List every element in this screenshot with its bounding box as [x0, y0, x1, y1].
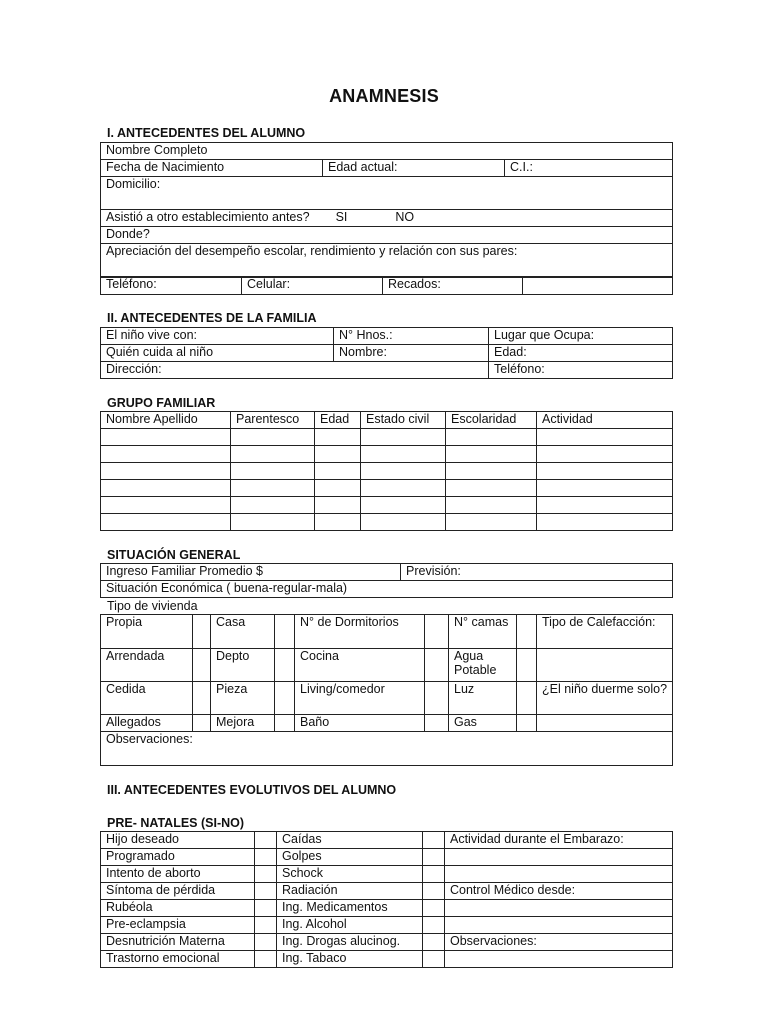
falls: Caídas — [277, 832, 423, 849]
family-table — [100, 327, 673, 379]
check-cell[interactable] — [255, 951, 277, 968]
check-cell[interactable] — [255, 934, 277, 951]
full-name-field[interactable]: Nombre Completo — [101, 143, 673, 160]
shock: Schock — [277, 866, 423, 883]
check-cell[interactable] — [423, 883, 445, 900]
empty-cell[interactable] — [537, 497, 673, 514]
empty-cell[interactable] — [361, 497, 446, 514]
empty-cell[interactable] — [361, 446, 446, 463]
empty-cell[interactable] — [361, 429, 446, 446]
blows: Golpes — [277, 849, 423, 866]
bathroom-label: Baño — [295, 715, 425, 732]
heating-value-cell[interactable] — [537, 649, 673, 682]
table-row — [101, 463, 673, 480]
check-cell[interactable] — [275, 682, 295, 715]
check-cell[interactable] — [517, 649, 537, 682]
empty-cell[interactable] — [315, 463, 361, 480]
check-cell[interactable] — [423, 900, 445, 917]
table-row — [101, 480, 673, 497]
header-schooling: Escolaridad — [446, 412, 537, 429]
check-cell[interactable] — [275, 615, 295, 649]
housing-room: Pieza — [211, 682, 275, 715]
living-room-label: Living/comedor — [295, 682, 425, 715]
empty-cell[interactable] — [446, 463, 537, 480]
empty-cell[interactable] — [101, 429, 231, 446]
housing-lodgers: Allegados — [101, 715, 193, 732]
housing-type-label: Tipo de vivienda — [107, 599, 198, 613]
check-cell[interactable] — [193, 649, 211, 682]
housing-house: Casa — [211, 615, 275, 649]
check-cell[interactable] — [425, 682, 449, 715]
check-cell[interactable] — [423, 866, 445, 883]
check-cell[interactable] — [425, 715, 449, 732]
mobile-field[interactable]: Celular: — [242, 277, 383, 295]
pregnancy-activity-value[interactable] — [445, 866, 673, 883]
contact-extra-cell[interactable] — [523, 277, 673, 295]
prenatal-observations-field[interactable]: Observaciones: — [445, 934, 673, 951]
ci-field[interactable]: C.I.: — [505, 160, 673, 177]
empty-cell[interactable] — [537, 446, 673, 463]
housing-lent: Cedida — [101, 682, 193, 715]
caregiver-name-field[interactable]: Nombre: — [334, 345, 489, 362]
wanted-child: Hijo deseado — [101, 832, 255, 849]
header-name: Nombre Apellido — [101, 412, 231, 429]
gas-label: Gas — [449, 715, 517, 732]
table-row — [101, 446, 673, 463]
empty-cell[interactable] — [537, 480, 673, 497]
empty-cell[interactable] — [231, 514, 315, 531]
electricity-label: Luz — [449, 682, 517, 715]
empty-cell[interactable] — [446, 429, 537, 446]
page-title: ANAMNESIS — [329, 86, 439, 106]
family-address-field[interactable]: Dirección: — [101, 362, 489, 379]
check-cell[interactable] — [193, 615, 211, 649]
housing-improvement: Mejora — [211, 715, 275, 732]
loss-symptom: Síntoma de pérdida — [101, 883, 255, 900]
empty-cell[interactable] — [537, 463, 673, 480]
medical-control-field[interactable]: Control Médico desde: — [445, 883, 673, 900]
student-table — [100, 142, 673, 278]
pregnancy-activity-field[interactable]: Actividad durante el Embarazo: — [445, 832, 673, 849]
caregiver-field[interactable]: Quién cuida al niño — [101, 345, 334, 362]
section-3-heading: III. ANTECEDENTES EVOLUTIVOS DEL ALUMNO — [107, 783, 397, 797]
check-cell[interactable] — [423, 951, 445, 968]
check-cell[interactable] — [275, 649, 295, 682]
health-insurance-field[interactable]: Previsión: — [401, 564, 673, 581]
header-activity: Actividad — [537, 412, 673, 429]
medical-control-value[interactable] — [445, 900, 673, 917]
phone-field[interactable]: Teléfono: — [101, 277, 242, 295]
empty-cell[interactable] — [101, 463, 231, 480]
section-2-heading: II. ANTECEDENTES DE LA FAMILIA — [107, 311, 317, 325]
prenatal-observations-value[interactable] — [445, 951, 673, 968]
family-group-table — [100, 411, 673, 531]
income-field[interactable]: Ingreso Familiar Promedio $ — [101, 564, 401, 581]
check-cell[interactable] — [517, 715, 537, 732]
empty-cell[interactable] — [231, 446, 315, 463]
previous-school-label: Asistió a otro establecimiento antes? — [106, 210, 310, 224]
check-cell[interactable] — [193, 682, 211, 715]
heating-type-field[interactable]: Tipo de Calefacción: — [537, 615, 673, 649]
emotional-disorder: Trastorno emocional — [101, 951, 255, 968]
rubella: Rubéola — [101, 900, 255, 917]
check-cell[interactable] — [255, 883, 277, 900]
empty-cell[interactable] — [231, 463, 315, 480]
siblings-field[interactable]: N° Hnos.: — [334, 328, 489, 345]
no-option[interactable]: NO — [395, 210, 415, 224]
table-row — [101, 514, 673, 531]
empty-cell[interactable] — [446, 480, 537, 497]
empty-cell[interactable] — [446, 446, 537, 463]
check-cell[interactable] — [255, 900, 277, 917]
family-group-heading: GRUPO FAMILIAR — [107, 396, 216, 410]
where-field[interactable]: Donde? — [101, 227, 673, 244]
empty-cell[interactable] — [315, 497, 361, 514]
birth-order-field[interactable]: Lugar que Ocupa: — [489, 328, 673, 345]
empty-cell[interactable] — [101, 446, 231, 463]
sleeps-alone-field[interactable]: ¿El niño duerme solo? — [537, 682, 673, 715]
empty-cell[interactable] — [315, 480, 361, 497]
empty-cell[interactable] — [361, 463, 446, 480]
check-cell[interactable] — [425, 615, 449, 649]
income-table — [100, 563, 673, 598]
check-cell[interactable] — [255, 849, 277, 866]
section-1-heading: I. ANTECEDENTES DEL ALUMNO — [107, 126, 306, 140]
empty-cell[interactable] — [537, 514, 673, 531]
hallucinogenic-drugs: Ing. Drogas alucinog. — [277, 934, 423, 951]
check-cell[interactable] — [423, 832, 445, 849]
yes-option[interactable]: SI — [335, 210, 348, 224]
caregiver-age-field[interactable]: Edad: — [489, 345, 673, 362]
empty-cell[interactable] — [315, 446, 361, 463]
kitchen-label: Cocina — [295, 649, 425, 682]
address-field[interactable]: Domicilio: — [101, 177, 673, 210]
check-cell[interactable] — [255, 866, 277, 883]
header-relationship: Parentesco — [231, 412, 315, 429]
sleeps-alone-value-cell[interactable] — [537, 715, 673, 732]
tobacco: Ing. Tabaco — [277, 951, 423, 968]
empty-cell[interactable] — [446, 514, 537, 531]
table-row — [101, 429, 673, 446]
empty-cell[interactable] — [231, 429, 315, 446]
family-phone-field[interactable]: Teléfono: — [489, 362, 673, 379]
empty-cell[interactable] — [361, 480, 446, 497]
empty-cell[interactable] — [101, 497, 231, 514]
beds-label: N° camas — [449, 615, 517, 649]
planned: Programado — [101, 849, 255, 866]
housing-own: Propia — [101, 615, 193, 649]
table-row — [101, 497, 673, 514]
abortion-attempt: Intento de aborto — [101, 866, 255, 883]
empty-cell[interactable] — [537, 429, 673, 446]
empty-cell[interactable] — [101, 480, 231, 497]
medications: Ing. Medicamentos — [277, 900, 423, 917]
prenatal-heading: PRE- NATALES (SI-NO) — [107, 816, 245, 830]
header-civil-status: Estado civil — [361, 412, 446, 429]
housing-table — [100, 614, 673, 766]
economic-status-field[interactable]: Situación Económica ( buena-regular-mala) — [101, 581, 673, 598]
empty-cell[interactable] — [101, 514, 231, 531]
previous-school-field[interactable] — [101, 210, 673, 227]
birth-date-field[interactable]: Fecha de Nacimiento — [101, 160, 323, 177]
check-cell[interactable] — [423, 934, 445, 951]
messages-field[interactable]: Recados: — [383, 277, 523, 295]
housing-rented: Arrendada — [101, 649, 193, 682]
empty-cell[interactable] — [231, 497, 315, 514]
check-cell[interactable] — [275, 715, 295, 732]
lives-with-field[interactable]: El niño vive con: — [101, 328, 334, 345]
check-cell[interactable] — [255, 917, 277, 934]
alcohol: Ing. Alcohol — [277, 917, 423, 934]
check-cell[interactable] — [517, 615, 537, 649]
water-label: Agua Potable — [449, 649, 517, 682]
check-cell[interactable] — [517, 682, 537, 715]
pre-eclampsia: Pre-eclampsia — [101, 917, 255, 934]
bedrooms-label: N° de Dormitorios — [295, 615, 425, 649]
housing-observations-field[interactable]: Observaciones: — [101, 732, 673, 766]
header-age: Edad — [315, 412, 361, 429]
empty-cell[interactable] — [361, 514, 446, 531]
age-field[interactable]: Edad actual: — [323, 160, 505, 177]
general-situation-heading: SITUACIÓN GENERAL — [107, 548, 241, 562]
medical-control-value[interactable] — [445, 917, 673, 934]
radiation: Radiación — [277, 883, 423, 900]
housing-apartment: Depto — [211, 649, 275, 682]
prenatal-table — [100, 831, 673, 968]
check-cell[interactable] — [193, 715, 211, 732]
performance-field[interactable]: Apreciación del desempeño escolar, rendimiento y relación con sus pares: — [101, 244, 673, 278]
empty-cell[interactable] — [315, 514, 361, 531]
contact-table — [100, 276, 673, 295]
empty-cell[interactable] — [446, 497, 537, 514]
check-cell[interactable] — [423, 917, 445, 934]
check-cell[interactable] — [255, 832, 277, 849]
maternal-malnutrition: Desnutrición Materna — [101, 934, 255, 951]
empty-cell[interactable] — [231, 480, 315, 497]
empty-cell[interactable] — [315, 429, 361, 446]
check-cell[interactable] — [423, 849, 445, 866]
check-cell[interactable] — [425, 649, 449, 682]
pregnancy-activity-value[interactable] — [445, 849, 673, 866]
